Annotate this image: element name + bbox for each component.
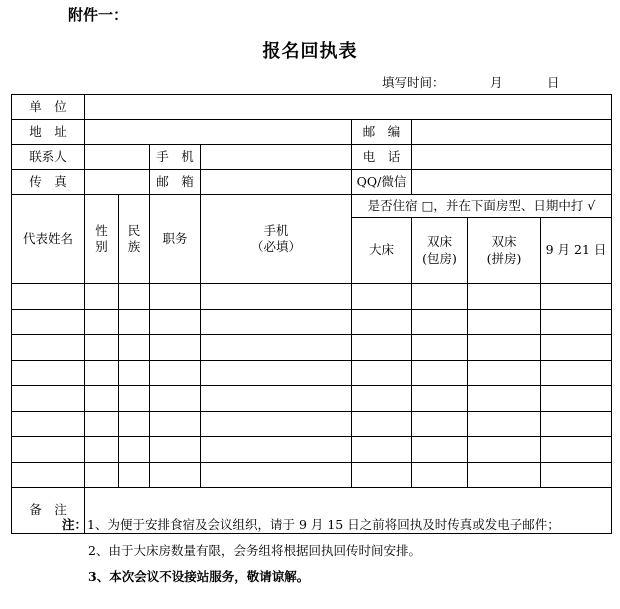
cell[interactable] [119,411,150,437]
table-row [12,386,612,412]
cell[interactable] [12,360,85,386]
cell[interactable] [150,386,201,412]
cell[interactable] [412,411,468,437]
cell[interactable] [468,309,541,335]
table-row [12,335,612,361]
email-label: 邮 箱 [150,170,201,195]
cell[interactable] [150,462,201,488]
cell[interactable] [12,284,85,310]
cell[interactable] [352,411,412,437]
table-row [12,437,612,463]
header-mobile-required: 手机 （必填） [201,195,352,284]
address-label: 地 址 [12,120,85,145]
cell[interactable] [541,335,612,361]
header-gender: 性 别 [85,195,119,284]
cell[interactable] [541,309,612,335]
cell[interactable] [85,462,119,488]
cell[interactable] [150,411,201,437]
cell[interactable] [119,360,150,386]
cell[interactable] [150,309,201,335]
page-title: 报名回执表 [262,41,358,62]
cell[interactable] [12,462,85,488]
cell[interactable] [201,411,352,437]
cell[interactable] [201,335,352,361]
cell[interactable] [352,284,412,310]
cell[interactable] [12,437,85,463]
cell[interactable] [119,437,150,463]
header-ethnicity: 民 族 [119,195,150,284]
cell[interactable] [150,335,201,361]
header-twin-shared: 双床 (拼房) [468,218,541,284]
cell[interactable] [468,360,541,386]
cell[interactable] [85,437,119,463]
cell[interactable] [541,462,612,488]
cell[interactable] [85,284,119,310]
cell[interactable] [85,360,119,386]
table-row [12,284,612,310]
cell[interactable] [201,462,352,488]
postcode-label: 邮 编 [352,120,412,145]
fax-field[interactable] [85,170,150,195]
cell[interactable] [412,284,468,310]
fill-time-month: 月 [490,75,503,90]
cell[interactable] [85,309,119,335]
cell[interactable] [541,411,612,437]
note-1-text: 1、为便于安排食宿及会议组织，请于 9 月 15 日之前将回执及时传真或发电子邮件； [87,517,560,532]
address-field[interactable] [85,120,352,145]
table-row [12,360,612,386]
cell[interactable] [12,411,85,437]
fill-time-label: 填写时间： [382,75,445,90]
cell[interactable] [12,309,85,335]
header-stay-question: 是否住宿 □，并在下面房型、日期中打 √ [352,195,612,218]
cell[interactable] [468,335,541,361]
fax-label: 传 真 [12,170,85,195]
mobile-label: 手 机 [150,145,201,170]
attachment-label: 附件一： [68,6,129,24]
notes-prefix: 注： [62,517,88,532]
cell[interactable] [201,309,352,335]
cell[interactable] [201,284,352,310]
cell[interactable] [201,360,352,386]
cell[interactable] [352,335,412,361]
note-1 [62,515,560,533]
phone-field[interactable] [412,145,612,170]
cell[interactable] [412,386,468,412]
cell[interactable] [85,386,119,412]
cell[interactable] [352,309,412,335]
cell[interactable] [541,386,612,412]
cell[interactable] [119,284,150,310]
header-rep-name: 代表姓名 [12,195,85,284]
contact-field[interactable] [85,145,150,170]
unit-label: 单 位 [12,95,85,120]
cell[interactable] [119,386,150,412]
cell[interactable] [541,360,612,386]
header-big-bed: 大床 [352,218,412,284]
cell[interactable] [119,309,150,335]
qq-wechat-label: QQ/微信 [352,170,412,195]
cell[interactable] [468,284,541,310]
cell[interactable] [412,335,468,361]
cell[interactable] [150,437,201,463]
note-3: 3、本次会议不设接站服务，敬请谅解。 [88,569,310,584]
cell[interactable] [150,360,201,386]
registration-form-table [11,94,612,534]
mobile-field[interactable] [201,145,352,170]
cell[interactable] [12,386,85,412]
header-twin-whole: 双床 (包房) [412,218,468,284]
cell[interactable] [468,386,541,412]
cell[interactable] [201,437,352,463]
cell[interactable] [468,462,541,488]
remarks-label: 备 注 [12,488,85,534]
cell[interactable] [468,411,541,437]
cell[interactable] [412,309,468,335]
qq-wechat-field[interactable] [412,170,612,195]
cell[interactable] [201,386,352,412]
cell[interactable] [412,360,468,386]
unit-field[interactable] [85,95,612,120]
cell[interactable] [352,386,412,412]
postcode-field[interactable] [412,120,612,145]
cell[interactable] [541,437,612,463]
cell[interactable] [412,462,468,488]
cell[interactable] [352,462,412,488]
header-date-1: 9 月 21 日 [541,218,612,284]
cell[interactable] [12,335,85,361]
cell[interactable] [352,360,412,386]
note-2: 2、由于大床房数量有限，会务组将根据回执回传时间安排。 [88,543,421,558]
table-row [12,462,612,488]
cell[interactable] [468,437,541,463]
fill-time-day: 日 [547,75,560,90]
contact-label: 联系人 [12,145,85,170]
cell[interactable] [85,411,119,437]
cell[interactable] [119,335,150,361]
cell[interactable] [119,462,150,488]
cell[interactable] [541,284,612,310]
table-row [12,411,612,437]
email-field[interactable] [201,170,352,195]
header-position: 职务 [150,195,201,284]
phone-label: 电 话 [352,145,412,170]
cell[interactable] [412,437,468,463]
cell[interactable] [352,437,412,463]
table-row [12,309,612,335]
cell[interactable] [85,335,119,361]
cell[interactable] [150,284,201,310]
